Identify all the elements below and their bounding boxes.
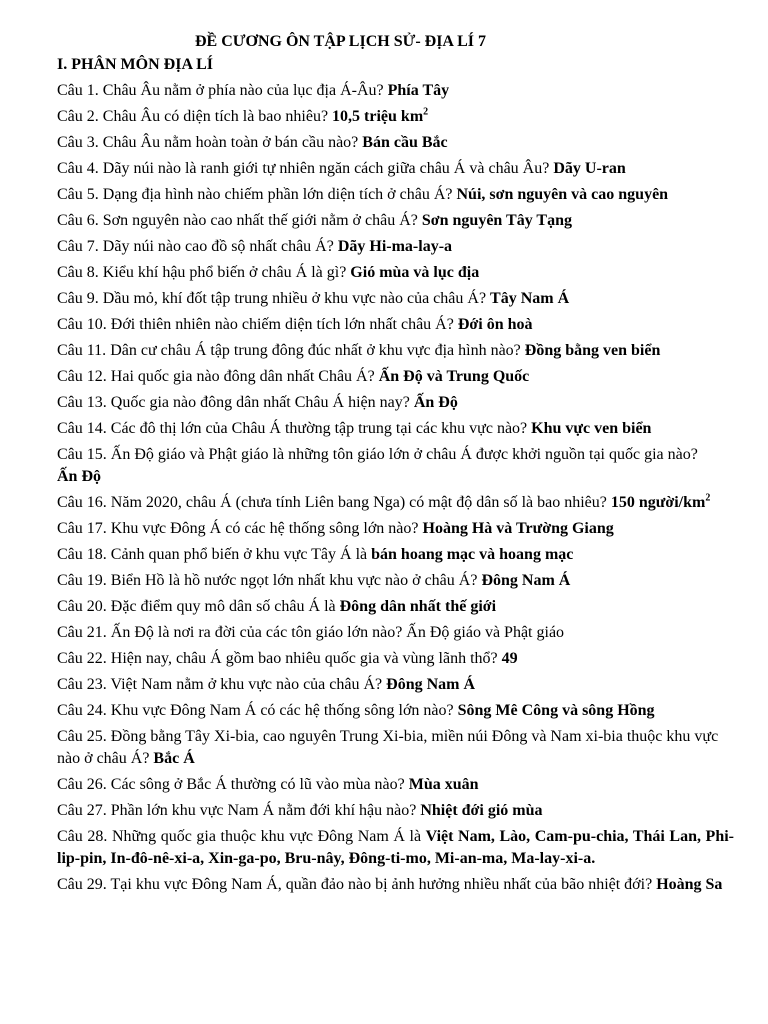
question-text: Tại khu vực Đông Nam Á, quần đảo nào bị ảnh hưởng nhiều nhất của bão nhiệt đới? (110, 876, 653, 893)
question-answer: Bắc Á (153, 750, 195, 767)
question-text: Biển Hồ là hồ nước ngọt lớn nhất khu vực nào ở châu Á? (110, 572, 478, 589)
question-answer: Khu vực ven biển (531, 420, 652, 437)
question-answer: Bán cầu Bắc (362, 134, 448, 151)
question-item (57, 262, 734, 284)
question-item (57, 518, 734, 540)
question-item (57, 444, 734, 488)
question-text: Cảnh quan phổ biến ở khu vực Tây Á là (110, 546, 368, 563)
question-text: Ấn Độ là nơi ra đời của các tôn giáo lớn nào? Ấn Độ giáo và Phật giáo (110, 624, 565, 641)
question-item (57, 106, 734, 128)
question-answer: Hoàng Hà và Trường Giang (422, 520, 614, 537)
question-answer: Ấn Độ (57, 468, 102, 485)
superscript: 2 (705, 492, 711, 504)
question-item (57, 418, 734, 440)
question-answer: Đới ôn hoà (457, 316, 533, 333)
question-number: Câu 20. (57, 598, 107, 615)
question-number: Câu 21. (57, 624, 107, 641)
question-number: Câu 22. (57, 650, 107, 667)
document-title: ĐỀ CƯƠNG ÔN TẬP LỊCH SỬ- ĐỊA LÍ 7 (195, 33, 486, 50)
question-number: Câu 14. (57, 420, 107, 437)
question-text: Đặc điểm quy mô dân số châu Á là (110, 598, 336, 615)
question-number: Câu 11. (57, 342, 107, 359)
question-answer: Nhiệt đới gió mùa (420, 802, 543, 819)
answer-text: 10,5 triệu km (332, 108, 424, 125)
superscript: 2 (423, 106, 429, 118)
question-text: Năm 2020, châu Á (chưa tính Liên bang Nga) có mật độ dân số là bao nhiêu? (110, 494, 607, 511)
question-number: Câu 25. (57, 728, 107, 745)
question-text: Dãy núi nào là ranh giới tự nhiên ngăn cách giữa châu Á và châu Âu? (102, 160, 550, 177)
question-text: Việt Nam nằm ở khu vực nào của châu Á? (110, 676, 383, 693)
question-answer: Sông Mê Công và sông Hồng (457, 702, 655, 719)
question-answer: bán hoang mạc và hoang mạc (371, 546, 574, 563)
question-number: Câu 10. (57, 316, 107, 333)
question-text: Hiện nay, châu Á gồm bao nhiêu quốc gia và vùng lãnh thổ? (110, 650, 498, 667)
question-text: Kiểu khí hậu phổ biến ở châu Á là gì? (102, 264, 347, 281)
question-item (57, 314, 734, 336)
question-number: Câu 17. (57, 520, 107, 537)
question-answer: Hoàng Sa (656, 876, 723, 893)
question-item (57, 596, 734, 618)
question-number: Câu 7. (57, 238, 99, 255)
question-answer: Gió mùa và lục địa (350, 264, 480, 281)
question-item (57, 544, 734, 566)
question-text: Châu Âu có diện tích là bao nhiêu? (102, 108, 329, 125)
question-number: Câu 26. (57, 776, 107, 793)
question-number: Câu 2. (57, 108, 99, 125)
question-answer: Dãy U-ran (553, 160, 626, 177)
question-number: Câu 3. (57, 134, 99, 151)
question-item (57, 570, 734, 592)
question-answer: Sơn nguyên Tây Tạng (421, 212, 572, 229)
question-item (57, 674, 734, 696)
answer-text: 150 người/km (610, 494, 706, 511)
question-answer (611, 494, 710, 511)
question-number: Câu 16. (57, 494, 107, 511)
question-item (57, 800, 734, 822)
question-number: Câu 23. (57, 676, 107, 693)
section-heading: I. PHÂN MÔN ĐỊA LÍ (57, 56, 214, 73)
question-number: Câu 15. (57, 446, 107, 463)
question-item (57, 726, 734, 770)
question-item (57, 132, 734, 154)
question-item (57, 826, 734, 870)
question-number: Câu 8. (57, 264, 99, 281)
question-item (57, 648, 734, 670)
question-text: Đới thiên nhiên nào chiếm diện tích lớn nhất châu Á? (110, 316, 454, 333)
question-number: Câu 27. (57, 802, 107, 819)
question-item (57, 210, 734, 232)
question-item (57, 158, 734, 180)
question-text: Khu vực Đông Á có các hệ thống sông lớn nào? (110, 520, 419, 537)
question-text: Đồng bằng Tây Xi-bia, cao nguyên Trung Xi-bia, miền núi Đông và Nam xi-bia thuộc khu vực nào ở châu Á? (57, 728, 719, 767)
question-item (57, 392, 734, 414)
question-answer: Việt Nam, Lào, Cam-pu-chia, Thái Lan, Phi-lip-pin, In-đô-nê-xi-a, Xin-ga-po, Bru-nây, Đông-ti-mo, Mi-an-ma, Ma-lay-xi-a. (57, 828, 735, 867)
question-item (57, 492, 734, 514)
question-answer: Đông Nam Á (386, 676, 476, 693)
question-text: Quốc gia nào đông dân nhất Châu Á hiện nay? (110, 394, 410, 411)
question-answer: Dãy Hi-ma-lay-a (337, 238, 453, 255)
question-answer: Ấn Độ và Trung Quốc (378, 368, 530, 385)
question-text: Châu Âu nằm hoàn toàn ở bán cầu nào? (102, 134, 359, 151)
question-number: Câu 28. (57, 828, 108, 845)
question-answer: Mùa xuân (408, 776, 479, 793)
question-text: Dãy núi nào cao đồ sộ nhất châu Á? (102, 238, 334, 255)
question-number: Câu 9. (57, 290, 99, 307)
question-number: Câu 18. (57, 546, 107, 563)
question-text: Những quốc gia thuộc khu vực Đông Nam Á là (111, 828, 422, 845)
question-answer: Tây Nam Á (490, 290, 570, 307)
question-number: Câu 5. (57, 186, 99, 203)
question-text: Dạng địa hình nào chiếm phần lớn diện tích ở châu Á? (102, 186, 453, 203)
question-text: Ấn Độ giáo và Phật giáo là những tôn giáo lớn ở châu Á được khởi nguồn tại quốc gia nào? (110, 446, 698, 463)
question-number: Câu 19. (57, 572, 107, 589)
question-item (57, 874, 734, 896)
question-answer (332, 108, 428, 125)
question-number: Câu 13. (57, 394, 107, 411)
question-text: Các sông ở Bắc Á thường có lũ vào mùa nào? (110, 776, 405, 793)
question-text: Sơn nguyên nào cao nhất thế giới nằm ở châu Á? (102, 212, 418, 229)
question-number: Câu 4. (57, 160, 99, 177)
question-text: Các đô thị lớn của Châu Á thường tập trung tại các khu vực nào? (110, 420, 528, 437)
question-answer: Núi, sơn nguyên và cao nguyên (456, 186, 669, 203)
question-text: Châu Âu nằm ở phía nào của lục địa Á-Âu? (102, 82, 384, 99)
question-item (57, 288, 734, 310)
question-text: Khu vực Đông Nam Á có các hệ thống sông lớn nào? (110, 702, 454, 719)
question-number: Câu 6. (57, 212, 99, 229)
question-item (57, 622, 734, 644)
question-answer: Đồng bằng ven biển (524, 342, 661, 359)
question-text: Hai quốc gia nào đông dân nhất Châu Á? (110, 368, 375, 385)
question-item (57, 236, 734, 258)
question-item (57, 340, 734, 362)
question-number: Câu 1. (57, 82, 99, 99)
question-number: Câu 12. (57, 368, 107, 385)
question-answer: Đông Nam Á (481, 572, 571, 589)
question-text: Phần lớn khu vực Nam Á nằm đới khí hậu nào? (110, 802, 417, 819)
question-answer: 49 (501, 650, 518, 667)
question-item (57, 700, 734, 722)
question-item (57, 366, 734, 388)
question-item (57, 80, 734, 102)
question-answer: Phía Tây (387, 82, 450, 99)
question-text: Dầu mỏ, khí đốt tập trung nhiều ở khu vực nào của châu Á? (102, 290, 487, 307)
question-number: Câu 24. (57, 702, 107, 719)
question-item (57, 774, 734, 796)
question-answer: Ấn Độ (413, 394, 458, 411)
question-item (57, 184, 734, 206)
question-number: Câu 29. (57, 876, 107, 893)
question-answer: Đông dân nhất thế giới (339, 598, 497, 615)
question-text: Dân cư châu Á tập trung đông đúc nhất ở khu vực địa hình nào? (110, 342, 521, 359)
